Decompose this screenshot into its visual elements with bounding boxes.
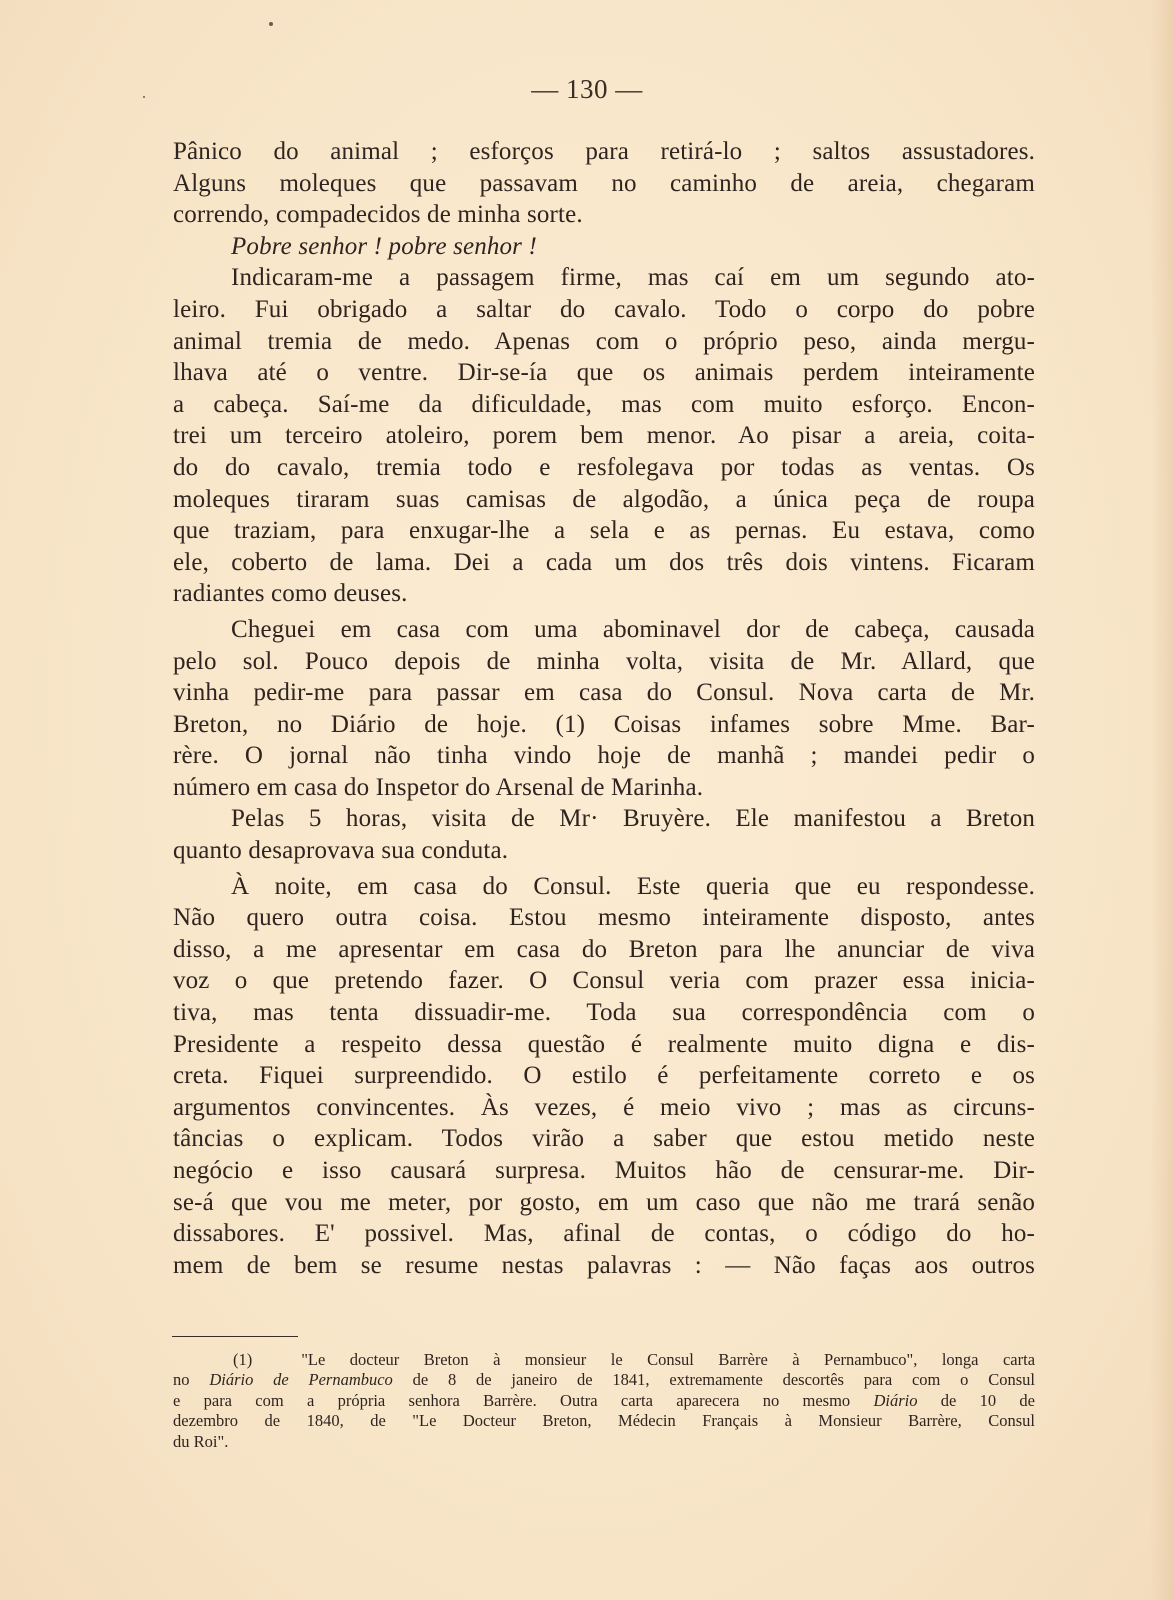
text-line: Presidente a respeito dessa questão é realmente muito digna e dis- [173,1030,1035,1058]
text-line: Pânico do animal ; esforços para retirá-lo ; saltos assustadores. [173,138,1035,165]
paragraph-start: Cheguei em casa com uma abominavel dor de cabeça, causada [231,615,1035,643]
text-line: dissabores. E' possivel. Mas, afinal de contas, o código do ho- [173,1220,1035,1248]
text-line: pelo sol. Pouco depois de minha volta, visita de Mr. Allard, que [173,647,1035,675]
publication-title: Diário [873,1390,918,1410]
body-text [173,136,1035,1281]
text-line: a cabeça. Saí-me da dificuldade, mas com muito esforço. Encon- [173,390,1035,418]
text-line: Não quero outra coisa. Estou mesmo inteiramente disposto, antes [173,904,1035,932]
footnote-line: e para com a própria senhora Barrère. Outra carta aparecera no mesmo Diário de 10 de [173,1390,1035,1410]
text-line: que traziam, para enxugar-lhe a sela e as pernas. Eu estava, como [173,517,1035,545]
footnote-separator [172,1336,298,1337]
text-line: rère. O jornal não tinha vindo hoje de manhã ; mandei pedir o [173,742,1035,770]
text-line: correndo, compadecidos de minha sorte. [173,201,583,229]
italic-exclamation: Pobre senhor ! pobre senhor ! [231,232,537,260]
text-line: leiro. Fui obrigado a saltar do cavalo. Todo o corpo do pobre [173,295,1035,323]
page-edge-shadow [1150,0,1174,1600]
text-line: número em casa do Inspetor do Arsenal de Marinha. [173,773,704,801]
footnote-marker: (1) [233,1350,253,1369]
text-line: do do cavalo, tremia todo e resfolegava por todas as ventas. Os [173,453,1035,481]
page-number: — 130 — [531,74,643,104]
text-line: vinha pedir-me para passar em casa do Consul. Nova carta de Mr. [173,679,1035,707]
text-line: disso, a me apresentar em casa do Breton para lhe anunciar de viva [173,935,1035,963]
text-line: tâncias o explicam. Todos virão a saber que estou metido neste [173,1125,1035,1153]
text-line-footnote-ref: Breton, no Diário de hoje. (1) Coisas infames sobre Mme. Bar- [173,710,1035,738]
text-line: quanto desaprovava sua conduta. [173,837,509,865]
text-line: mem de bem se resume nestas palavras : — Não faças aos outros [173,1251,1035,1279]
text-line: negócio e isso causará surpresa. Muitos hão de censurar-me. Dir- [173,1157,1035,1184]
footnote [173,1350,1035,1452]
text-line: Alguns moleques que passavam no caminho de areia, chegaram [173,169,1035,197]
text-line: argumentos convincentes. Às vezes, é meio vivo ; mas as circuns- [173,1093,1035,1121]
text-line: radiantes como deuses. [173,580,408,608]
text-line: ele, coberto de lama. Dei a cada um dos três dois vintens. Ficaram [173,548,1035,576]
footnote-line: dezembro de 1840, de "Le Docteur Breton, Médecin Français à Monsieur Barrère, Consul [173,1411,1035,1431]
publication-title: Diário de Pernambuco [209,1370,393,1390]
text-line: voz o que pretendo fazer. O Consul veria com prazer essa inicia- [173,967,1035,995]
text-line: animal tremia de medo. Apenas com o próprio peso, ainda mergu- [173,327,1035,355]
paragraph-start: À noite, em casa do Consul. Este queria que eu respondesse. [231,872,1035,900]
footnote-line: (1) "Le docteur Breton à monsieur le Consul Barrère à Pernambuco", longa carta [233,1350,1036,1369]
text-line: creta. Fiquei surpreendido. O estilo é perfeitamente correto e os [173,1062,1035,1090]
footnote-line: du Roi". [173,1431,229,1451]
paragraph-start: Indicaram-me a passagem firme, mas caí em um segundo ato- [231,264,1035,292]
paragraph-start: Pelas 5 horas, visita de Mr· Bruyère. Ele manifestou a Breton [231,805,1035,833]
text-line: lhava até o ventre. Dir-se-ía que os animais perdem inteiramente [173,359,1035,387]
text-line: tiva, mas tenta dissuadir-me. Toda sua correspondência com o [173,999,1035,1027]
print-speck [269,22,273,26]
text-line: moleques tiraram suas camisas de algodão, a única peça de roupa [173,485,1035,513]
footnote-line: no Diário de Pernambuco de 8 de janeiro de 1841, extremamente descortês para com o Consul [173,1370,1035,1390]
text-line: se-á que vou me meter, por gosto, em um caso que não me trará senão [173,1188,1035,1216]
text-line: trei um terceiro atoleiro, porem bem menor. Ao pisar a areia, coita- [173,422,1035,450]
